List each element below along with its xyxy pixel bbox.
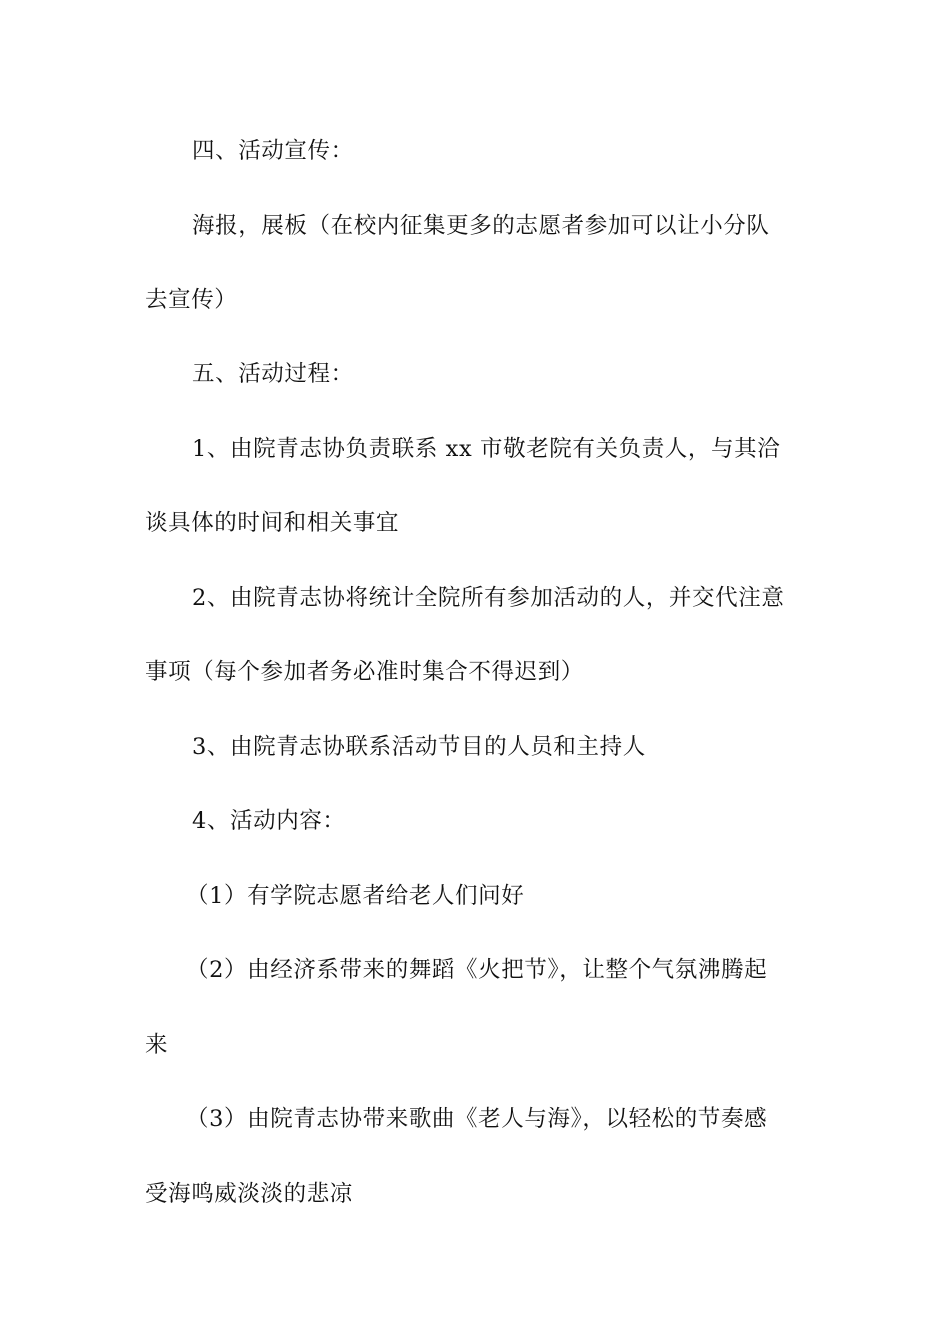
paragraph-line: 去宣传） xyxy=(145,287,238,313)
paragraph-line: （3）由院青志协带来歌曲《老人与海》，以轻松的节奏感 xyxy=(186,1106,768,1132)
paragraph-line: 3、由院青志协联系活动节目的人员和主持人 xyxy=(192,734,646,760)
paragraph-line: 受海鸣威淡淡的悲凉 xyxy=(145,1181,353,1207)
section-heading-publicity: 四、活动宣传： xyxy=(192,138,354,164)
section-heading-process: 五、活动过程： xyxy=(192,361,354,387)
paragraph-line: 谈具体的时间和相关事宜 xyxy=(145,510,400,536)
paragraph-line: （1）有学院志愿者给老人们问好 xyxy=(186,883,525,909)
paragraph-line: 2、由院青志协将统计全院所有参加活动的人，并交代注意 xyxy=(192,585,785,611)
paragraph-line: （2）由经济系带来的舞蹈《火把节》，让整个气氛沸腾起 xyxy=(186,957,768,983)
paragraph-line: 4、活动内容： xyxy=(192,808,346,834)
paragraph-line: 事项（每个参加者务必准时集合不得迟到） xyxy=(145,659,584,685)
paragraph-line: 1、由院青志协负责联系 xx 市敬老院有关负责人，与其洽 xyxy=(192,436,781,462)
paragraph-line: 海报，展板（在校内征集更多的志愿者参加可以让小分队 xyxy=(192,213,770,239)
paragraph-line: 来 xyxy=(145,1032,169,1058)
